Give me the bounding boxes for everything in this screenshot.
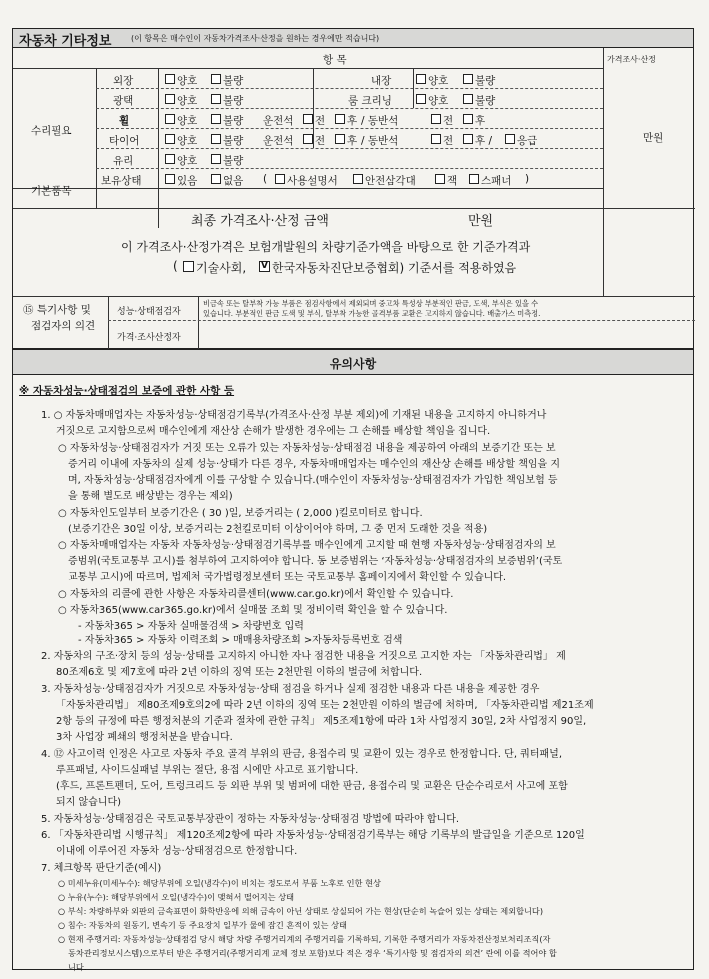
rule bbox=[96, 108, 603, 109]
option-label: 전 bbox=[443, 115, 454, 127]
notice-line: (보증기간은 30일 이상, 보증거리는 2천킬로미터 이상이어야 하며, 그 중 먼저 도래한 것을 적용) bbox=[68, 524, 488, 535]
notice-line: - 자동차365 > 자동차 실매물검색 > 차량번호 입력 bbox=[78, 621, 304, 632]
notice-header bbox=[12, 349, 694, 375]
final-price-unit: 만원 bbox=[468, 214, 494, 229]
notice-line: 증범위(국토교통부 고시)를 첨부하여 고지하여야 합니다. 동 보증범위는 ‘자동차성능·상태점검자의 보증범위’(국토 bbox=[68, 556, 563, 567]
perf-inspector-label: 성능·상태점검자 bbox=[117, 307, 181, 317]
option-label: 불량 bbox=[223, 75, 244, 87]
notice-line: 3. 자동차성능·상태점검자가 거짓으로 자동차성능·상태 점검을 하거나 실제 점검한 내용과 다른 내용을 제공한 경우 bbox=[41, 684, 540, 695]
rule bbox=[13, 296, 695, 297]
row-label-possession: 보유상태 bbox=[101, 175, 142, 187]
option-label: 양호 bbox=[428, 75, 449, 87]
option-label: 있음 bbox=[177, 175, 198, 187]
notice-line: ○ 자동차성능·상태점검자가 거짓 또는 오류가 있는 자동차성능·상태점검 내용을 제공하여 아래의 보증기간 또는 보 bbox=[58, 443, 556, 454]
exterior-good-checkbox[interactable] bbox=[165, 74, 175, 84]
notice-line: ○ 부식: 차량하부와 외판의 금속표면이 화학반응에 의해 금속이 아닌 상태로 상실되어 가는 현상(단순히 녹슬어 있는 상태는 제외합니다) bbox=[58, 906, 544, 916]
notice-line: 며, 자동차성능·상태점검자에게 이를 구상할 수 있습니다.(매수인이 자동차성능·상태점검자가 가입한 책임보험 등 bbox=[68, 475, 558, 486]
kaida-checkbox-checked[interactable]: V bbox=[259, 261, 270, 272]
notice-line: 4. ⑫ 사고이력 인정은 사고로 자동차 주요 골격 부위의 판금, 용접수리 및 교환이 있는 경우로 한정합니다. 단, 쿼터패널, bbox=[41, 749, 562, 760]
spanner-checkbox[interactable] bbox=[469, 174, 479, 184]
rule bbox=[13, 208, 695, 209]
section-header bbox=[12, 28, 694, 48]
option-label: 전 bbox=[315, 135, 326, 147]
option-label: 후 / bbox=[475, 135, 493, 147]
interior-bad-checkbox[interactable] bbox=[463, 74, 473, 84]
basic-label: 기본품목 bbox=[31, 185, 72, 197]
perf-note-1: 비금속 또는 탈부착 가능 부품은 점검사항에서 제외되며 중고차 특성상 부분적인 판금, 도색, 부식은 있을 수 bbox=[203, 299, 539, 308]
notice-line: 니다. bbox=[68, 962, 87, 972]
glass-bad-checkbox[interactable] bbox=[211, 154, 221, 164]
row-label-tire: 타이어 bbox=[109, 135, 140, 147]
notice-line: 5. 자동차성능·상태점검은 국토교통부장관이 정하는 자동차성능·상태점검 방법에 따라야 합니다. bbox=[41, 814, 460, 825]
notice-line: ○ 자동차인도일부터 보증기간은 ( 30 )일, 보증거리는 ( 2,000 )킬로미터로 합니다. bbox=[58, 508, 423, 519]
row-label-room: 룸 크리닝 bbox=[348, 95, 392, 107]
option-label: 전 bbox=[315, 115, 326, 127]
option-label: 양호 bbox=[177, 95, 198, 107]
notice-line: 루프패널, 사이드실패널 부위는 절단, 용접 시에만 사고로 표기합니다. bbox=[56, 765, 359, 776]
notice-line: 동차관리정보시스템)으로부터 받은 주행거리(주행거리계 교체 정보 포함)보다 적은 경우 ‘특기사항 및 점검자의 의견’ 란에 이를 적어야 합 bbox=[68, 948, 557, 958]
basic-yes-checkbox[interactable] bbox=[165, 174, 175, 184]
option-label: 안전삼각대 bbox=[365, 175, 416, 187]
wheel-passenger-front-checkbox[interactable] bbox=[431, 114, 441, 124]
wheel-bad-checkbox[interactable] bbox=[211, 114, 221, 124]
row-label-wheel: 휠 bbox=[119, 115, 130, 127]
perf-note-2: 있습니다. 부분적인 판금 도색 및 부식, 탈부착 가능한 골격부품 교환은 고지하지 않습니다. 배출가스 미측정. bbox=[203, 309, 541, 318]
notice-line: 1. ○ 자동차매매업자는 자동차성능·상태점검기록부(가격조사·산정 부분 제외)에 기재된 내용을 고지하지 아니하거나 bbox=[41, 410, 547, 421]
wheel-driver-front-checkbox[interactable] bbox=[303, 114, 313, 124]
option-label: 양호 bbox=[177, 155, 198, 167]
paren: ) bbox=[525, 173, 530, 185]
rule bbox=[96, 88, 603, 89]
basis-tech-society: 기술사회, bbox=[196, 261, 247, 275]
notice-line: 80조제6호 및 제7호에 따라 2년 이하의 징역 또는 2천만원 이하의 벌금에 처합니다. bbox=[56, 667, 423, 678]
gloss-bad-checkbox[interactable] bbox=[211, 94, 221, 104]
room-good-checkbox[interactable] bbox=[416, 94, 426, 104]
notice-line: 을 통해 별도로 배상받는 경우는 제외) bbox=[68, 491, 233, 502]
tire-driver-rear-checkbox[interactable] bbox=[335, 134, 345, 144]
rule bbox=[13, 68, 603, 69]
option-label: 불량 bbox=[475, 95, 496, 107]
repair-label: 수리필요 bbox=[31, 125, 72, 137]
notice-line: 6. 「자동차관리법 시행규칙」 제120조제2항에 따라 자동차성능·상태점검기록부는 해당 기록부의 발급일을 기준으로 120일 bbox=[41, 830, 585, 841]
notice-line: ○ 누유(누수): 해당부위에서 오일(냉각수)이 맺혀서 떨어지는 상태 bbox=[58, 892, 295, 902]
option-label: 양호 bbox=[177, 135, 198, 147]
basic-no-checkbox[interactable] bbox=[211, 174, 221, 184]
option-label: 스패너 bbox=[481, 175, 512, 187]
notice-line: - 자동차365 > 자동차 이력조회 > 매매용차량조회 >자동차등록번호 검색 bbox=[78, 635, 403, 646]
wheel-driver-rear-checkbox[interactable] bbox=[335, 114, 345, 124]
rule bbox=[108, 320, 695, 321]
price-col-divider bbox=[603, 48, 604, 296]
option-label: 응급 bbox=[517, 135, 538, 147]
other-info-table bbox=[12, 48, 694, 349]
rule bbox=[96, 148, 603, 149]
special-divider bbox=[108, 296, 109, 349]
driver-label: 운전석 bbox=[263, 135, 294, 147]
notice-line: ○ 미세누유(미세누수): 해당부위에 오일(냉각수)이 비치는 정도로서 부품 노후로 인한 현상 bbox=[58, 878, 381, 888]
paren: ( bbox=[263, 173, 268, 185]
notice-line: ○ 자동차매매업자는 자동차 자동차성능·상태점검기록부를 매수인에게 고지할 때 현행 자동차성능·상태점검자의 보 bbox=[58, 540, 556, 551]
option-label: 양호 bbox=[428, 95, 449, 107]
basis-kaida: 한국자동차진단보증협회) 기준서를 적용하였음 bbox=[272, 261, 517, 275]
rule bbox=[96, 128, 603, 129]
notice-line: ○ 침수: 자동차의 원동기, 변속기 등 주요장치 일부가 물에 잠긴 흔적이 있는 상태 bbox=[58, 920, 347, 930]
option-label: 불량 bbox=[223, 95, 244, 107]
option-label: 후 bbox=[475, 115, 486, 127]
tire-bad-checkbox[interactable] bbox=[211, 134, 221, 144]
notice-line: 3차 사업장 폐쇄의 행정처분을 받습니다. bbox=[56, 732, 233, 743]
col-price-header: 가격조사·산정 bbox=[607, 55, 656, 64]
passenger-label: / 동반석 bbox=[361, 115, 399, 127]
notice-line: (후드, 프론트펜더, 도어, 트렁크리드 등 외판 부위 및 범퍼에 대한 판금, 용접수리 및 교환은 단순수리로서 사고에 포함 bbox=[56, 781, 568, 792]
notice-line: ○ 현재 주행거리: 자동차성능·상태점검 당시 해당 차량 주행거리계의 주행거리를 기록하되, 기록한 주행거리가 자동차전산정보처리조직(자 bbox=[58, 934, 551, 944]
wheel-passenger-rear-checkbox[interactable] bbox=[463, 114, 473, 124]
special-label-2: 점검자의 의견 bbox=[31, 320, 96, 332]
option-label: 후 bbox=[347, 135, 358, 147]
option-label: 불량 bbox=[223, 135, 244, 147]
section-note: (이 항목은 매수인이 자동차가격조사·산정을 원하는 경우에만 적습니다) bbox=[131, 34, 380, 43]
notice-line: ○ 자동차의 리콜에 관한 사항은 자동차리콜센터(www.car.go.kr)에서 확인할 수 있습니다. bbox=[58, 589, 454, 600]
tire-good-checkbox[interactable] bbox=[165, 134, 175, 144]
option-label: 후 bbox=[347, 115, 358, 127]
notice-line: 증거리 이내에 자동차의 실제 성능·상태가 다른 경우, 자동차매매업자는 매수인의 재산상 손해를 배상할 책임을 지 bbox=[68, 459, 561, 470]
rule bbox=[13, 188, 603, 189]
notice-title: 유의사항 bbox=[329, 357, 377, 371]
notice-line: 7. 체크항목 판단기준(예시) bbox=[41, 863, 162, 874]
option-label: 양호 bbox=[177, 115, 198, 127]
option-label: 불량 bbox=[475, 75, 496, 87]
notice-line: 2. 자동차의 구조·장치 등의 성능·상태를 고지하지 아니한 자나 점검한 내용을 거짓으로 고지한 자는 「자동차관리법」 제 bbox=[41, 651, 566, 662]
special-label-1: ⑮ 특기사항 및 bbox=[23, 304, 91, 316]
option-label: 전 bbox=[443, 135, 454, 147]
row-label-glass: 유리 bbox=[113, 155, 134, 167]
basis-paren: ( bbox=[173, 259, 178, 273]
glass-good-checkbox[interactable] bbox=[165, 154, 175, 164]
triangle-checkbox[interactable] bbox=[353, 174, 363, 184]
driver-label: 운전석 bbox=[263, 115, 294, 127]
option-label: 사용설명서 bbox=[287, 175, 338, 187]
jack-checkbox[interactable] bbox=[435, 174, 445, 184]
tire-driver-front-checkbox[interactable] bbox=[303, 134, 313, 144]
row-label-exterior: 외장 bbox=[113, 75, 134, 87]
notice-line: 「자동차관리법」 제80조제9호의2에 따라 2년 이하의 징역 또는 2천만원 이하의 벌금에 처하며, 「자동차관리법 제21조제 bbox=[56, 700, 594, 711]
label-col-divider bbox=[96, 68, 97, 208]
exterior-bad-checkbox[interactable] bbox=[211, 74, 221, 84]
basis-line-1: 이 가격조사·산정가격은 보험개발원의 차량기준가액을 바탕으로 한 기준가격과 bbox=[121, 240, 531, 254]
final-price-label: 최종 가격조사·산정 금액 bbox=[191, 214, 329, 229]
gloss-good-checkbox[interactable] bbox=[165, 94, 175, 104]
notice-line: 2항 등의 규정에 따른 행정처분의 기준과 절차에 관한 규칙」 제5조제1항에 따라 1차 사업정지 30일, 2차 사업정지 90일, bbox=[56, 716, 587, 727]
col-item-header: 항 목 bbox=[323, 54, 347, 66]
option-label: 잭 bbox=[447, 175, 458, 187]
passenger-label: / 동반석 bbox=[361, 135, 399, 147]
price-unit: 만원 bbox=[643, 132, 664, 144]
section-title: 자동차 기타정보 bbox=[19, 34, 112, 49]
notice-line: 되지 않습니다) bbox=[56, 797, 122, 808]
manual-checkbox[interactable] bbox=[275, 174, 285, 184]
notice-line: 이내에 이루어진 자동차 성능·상태점검으로 한정합니다. bbox=[56, 846, 298, 857]
tire-passenger-rear-checkbox[interactable] bbox=[463, 134, 473, 144]
option-label: 불량 bbox=[223, 115, 244, 127]
tire-passenger-front-checkbox[interactable] bbox=[431, 134, 441, 144]
row-label-gloss: 광택 bbox=[113, 95, 134, 107]
price-inspector-label: 가격·조사산정자 bbox=[117, 333, 181, 343]
room-bad-checkbox[interactable] bbox=[463, 94, 473, 104]
row-label-interior: 내장 bbox=[371, 75, 392, 87]
notice-line: ○ 자동차365(www.car365.go.kr)에서 실매물 조회 및 정비이력 확인을 할 수 있습니다. bbox=[58, 605, 448, 616]
notice-line: 교통부 고시)에 따르며, 법제처 국가법령정보센터 또는 국토교통부 홈페이지에서 확인할 수 있습니다. bbox=[68, 572, 507, 583]
notice-subtitle: ※ 자동차성능·상태점검의 보증에 관한 사항 등 bbox=[19, 385, 235, 397]
tire-emergency-checkbox[interactable] bbox=[505, 134, 515, 144]
option-label: 없음 bbox=[223, 175, 244, 187]
special-divider bbox=[198, 296, 199, 349]
notice-line: 거짓으로 고지함으로써 매수인에게 재산상 손해가 발생한 경우에는 그 손해를 배상할 책임을 집니다. bbox=[56, 426, 491, 437]
interior-good-checkbox[interactable] bbox=[416, 74, 426, 84]
wheel-good-checkbox[interactable] bbox=[165, 114, 175, 124]
tech-society-checkbox[interactable] bbox=[183, 261, 194, 272]
notice-body bbox=[12, 375, 694, 970]
rule bbox=[96, 168, 603, 169]
option-label: 양호 bbox=[177, 75, 198, 87]
option-label: 불량 bbox=[223, 155, 244, 167]
